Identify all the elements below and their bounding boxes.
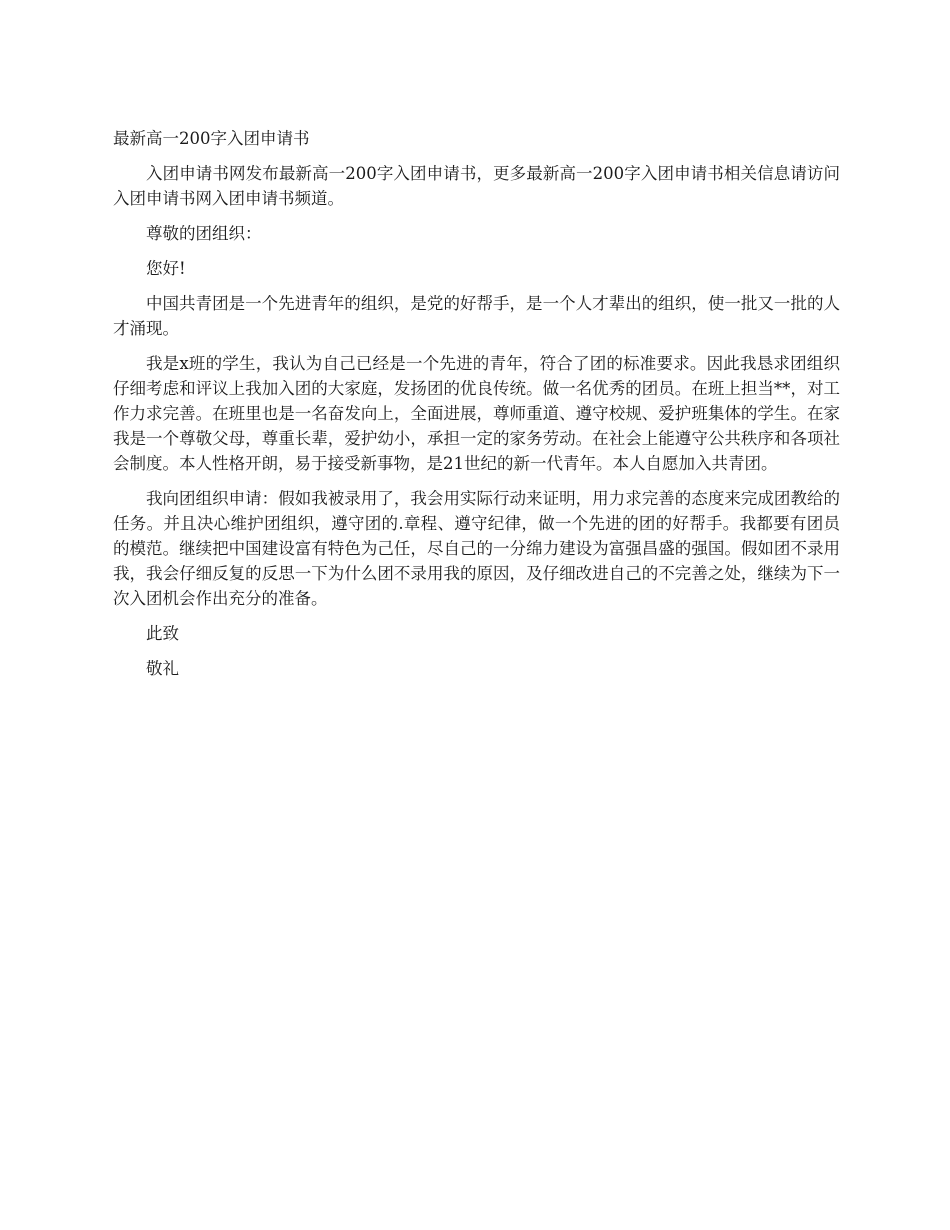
closing-line-2: 敬礼 xyxy=(146,659,179,678)
greeting: 您好! xyxy=(146,259,186,278)
body-paragraph-3: 我向团组织申请：假如我被录用了，我会用实际行动来证明，用力求完善的态度来完成团教给的任务。并且决心维护团组织，遵守团的.章程、遵守纪律，做一个先进的团的好帮手。我都要有团员的模范。继续把中国建设富有特色为己任，尽自己的一分绵力建设为富强昌盛的强国。假如团不录用我，我会仔细反复的反思一下为什么团不录用我的原因，及仔细改进自己的不完善之处，继续为下一次入团机会作出充分的准备。 xyxy=(113,489,840,608)
intro-paragraph: 入团申请书网发布最新高一200字入团申请书，更多最新高一200字入团申请书相关信息请访问入团申请书网入团申请书频道。 xyxy=(113,164,840,208)
body-paragraph-1: 中国共青团是一个先进青年的组织，是党的好帮手，是一个人才辈出的组织，使一批又一批的人才涌现。 xyxy=(113,294,840,338)
salutation: 尊敬的团组织： xyxy=(146,224,262,243)
document-page xyxy=(113,126,840,691)
document-title: 最新高一200字入团申请书 xyxy=(113,129,310,148)
closing-line-1: 此致 xyxy=(146,624,179,643)
body-paragraph-2: 我是x班的学生，我认为自己已经是一个先进的青年，符合了团的标准要求。因此我恳求团组织仔细考虑和评议上我加入团的大家庭，发扬团的优良传统。做一名优秀的团员。在班上担当**，对工作力求完善。在班里也是一名奋发向上，全面进展，尊师重道、遵守校规、爱护班集体的学生。在家我是一个尊敬父母，尊重长辈，爱护幼小，承担一定的家务劳动。在社会上能遵守公共秩序和各项社会制度。本人性格开朗，易于接受新事物，是21世纪的新一代青年。本人自愿加入共青团。 xyxy=(113,354,840,473)
